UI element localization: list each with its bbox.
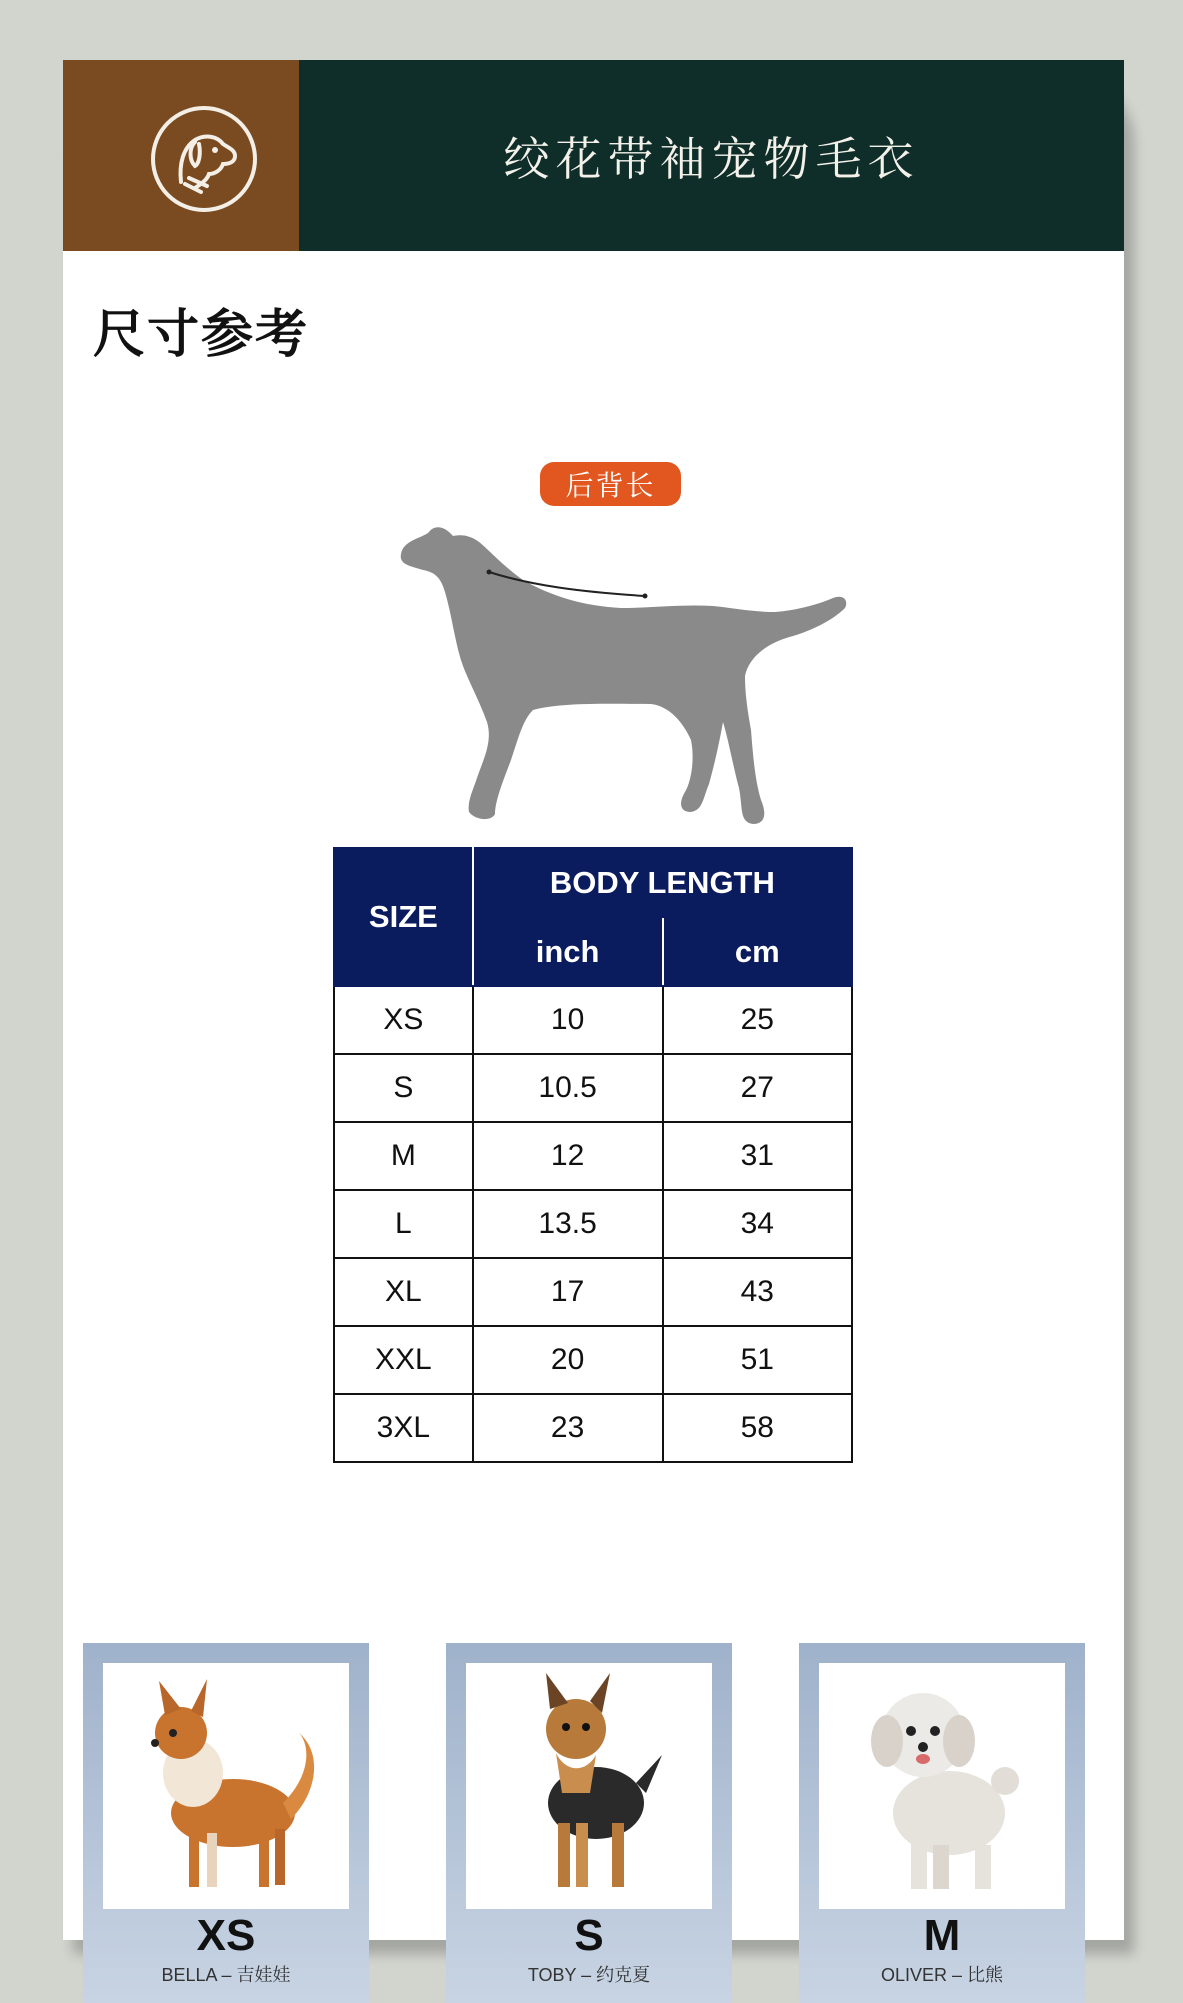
cm-cell: 25 — [663, 986, 852, 1054]
size-cell: L — [334, 1190, 473, 1258]
cm-cell: 43 — [663, 1258, 852, 1326]
inch-cell: 10.5 — [473, 1054, 663, 1122]
table-row — [334, 1122, 852, 1190]
table-row — [334, 1258, 852, 1326]
model-card-m — [799, 1643, 1085, 2003]
model-card-s — [446, 1643, 732, 2003]
cm-cell: 51 — [663, 1326, 852, 1394]
size-cell: S — [334, 1054, 473, 1122]
cm-cell: 31 — [663, 1122, 852, 1190]
header-logo-panel — [63, 60, 299, 251]
back-length-badge: 后背长 — [540, 462, 681, 506]
table-row — [334, 986, 852, 1054]
product-card — [63, 60, 1124, 1985]
table-row — [334, 1326, 852, 1394]
table-row — [334, 1394, 852, 1462]
dog-silhouette-diagram — [383, 460, 883, 860]
yorkshire-terrier-photo-icon — [466, 1663, 712, 1909]
product-title: 绞花带袖宠物毛衣 — [503, 131, 920, 186]
model-size: M — [923, 1911, 961, 1960]
inch-cell: 13.5 — [473, 1190, 663, 1258]
inch-cell: 10 — [473, 986, 663, 1054]
cm-cell: 58 — [663, 1394, 852, 1462]
model-name: TOBY – 约克夏 — [527, 1965, 651, 1985]
size-table — [333, 847, 853, 1463]
section-title: 尺寸参考 — [93, 305, 310, 365]
model-name: OLIVER – 比熊 — [880, 1965, 1004, 1985]
header — [63, 60, 1124, 251]
dog-logo-icon — [149, 104, 259, 214]
inch-header: inch — [473, 917, 663, 986]
model-card-xs — [83, 1643, 369, 2003]
cm-header: cm — [663, 917, 852, 986]
size-cell: M — [334, 1122, 473, 1190]
size-cell: XS — [334, 986, 473, 1054]
inch-cell: 20 — [473, 1326, 663, 1394]
cm-cell: 34 — [663, 1190, 852, 1258]
chihuahua-photo-icon — [103, 1663, 349, 1909]
table-row — [334, 1054, 852, 1122]
inch-cell: 23 — [473, 1394, 663, 1462]
size-cell: XL — [334, 1258, 473, 1326]
bichon-photo-icon — [819, 1663, 1065, 1909]
size-cell: 3XL — [334, 1394, 473, 1462]
size-header: SIZE — [334, 848, 473, 986]
dog-silhouette — [401, 527, 847, 824]
cm-cell: 27 — [663, 1054, 852, 1122]
model-size: S — [574, 1911, 604, 1960]
model-name: BELLA – 吉娃娃 — [161, 1965, 291, 1985]
inch-cell: 12 — [473, 1122, 663, 1190]
table-row — [334, 1190, 852, 1258]
body-length-header: BODY LENGTH — [473, 848, 852, 917]
size-cell: XXL — [334, 1326, 473, 1394]
inch-cell: 17 — [473, 1258, 663, 1326]
model-size: XS — [196, 1911, 256, 1960]
